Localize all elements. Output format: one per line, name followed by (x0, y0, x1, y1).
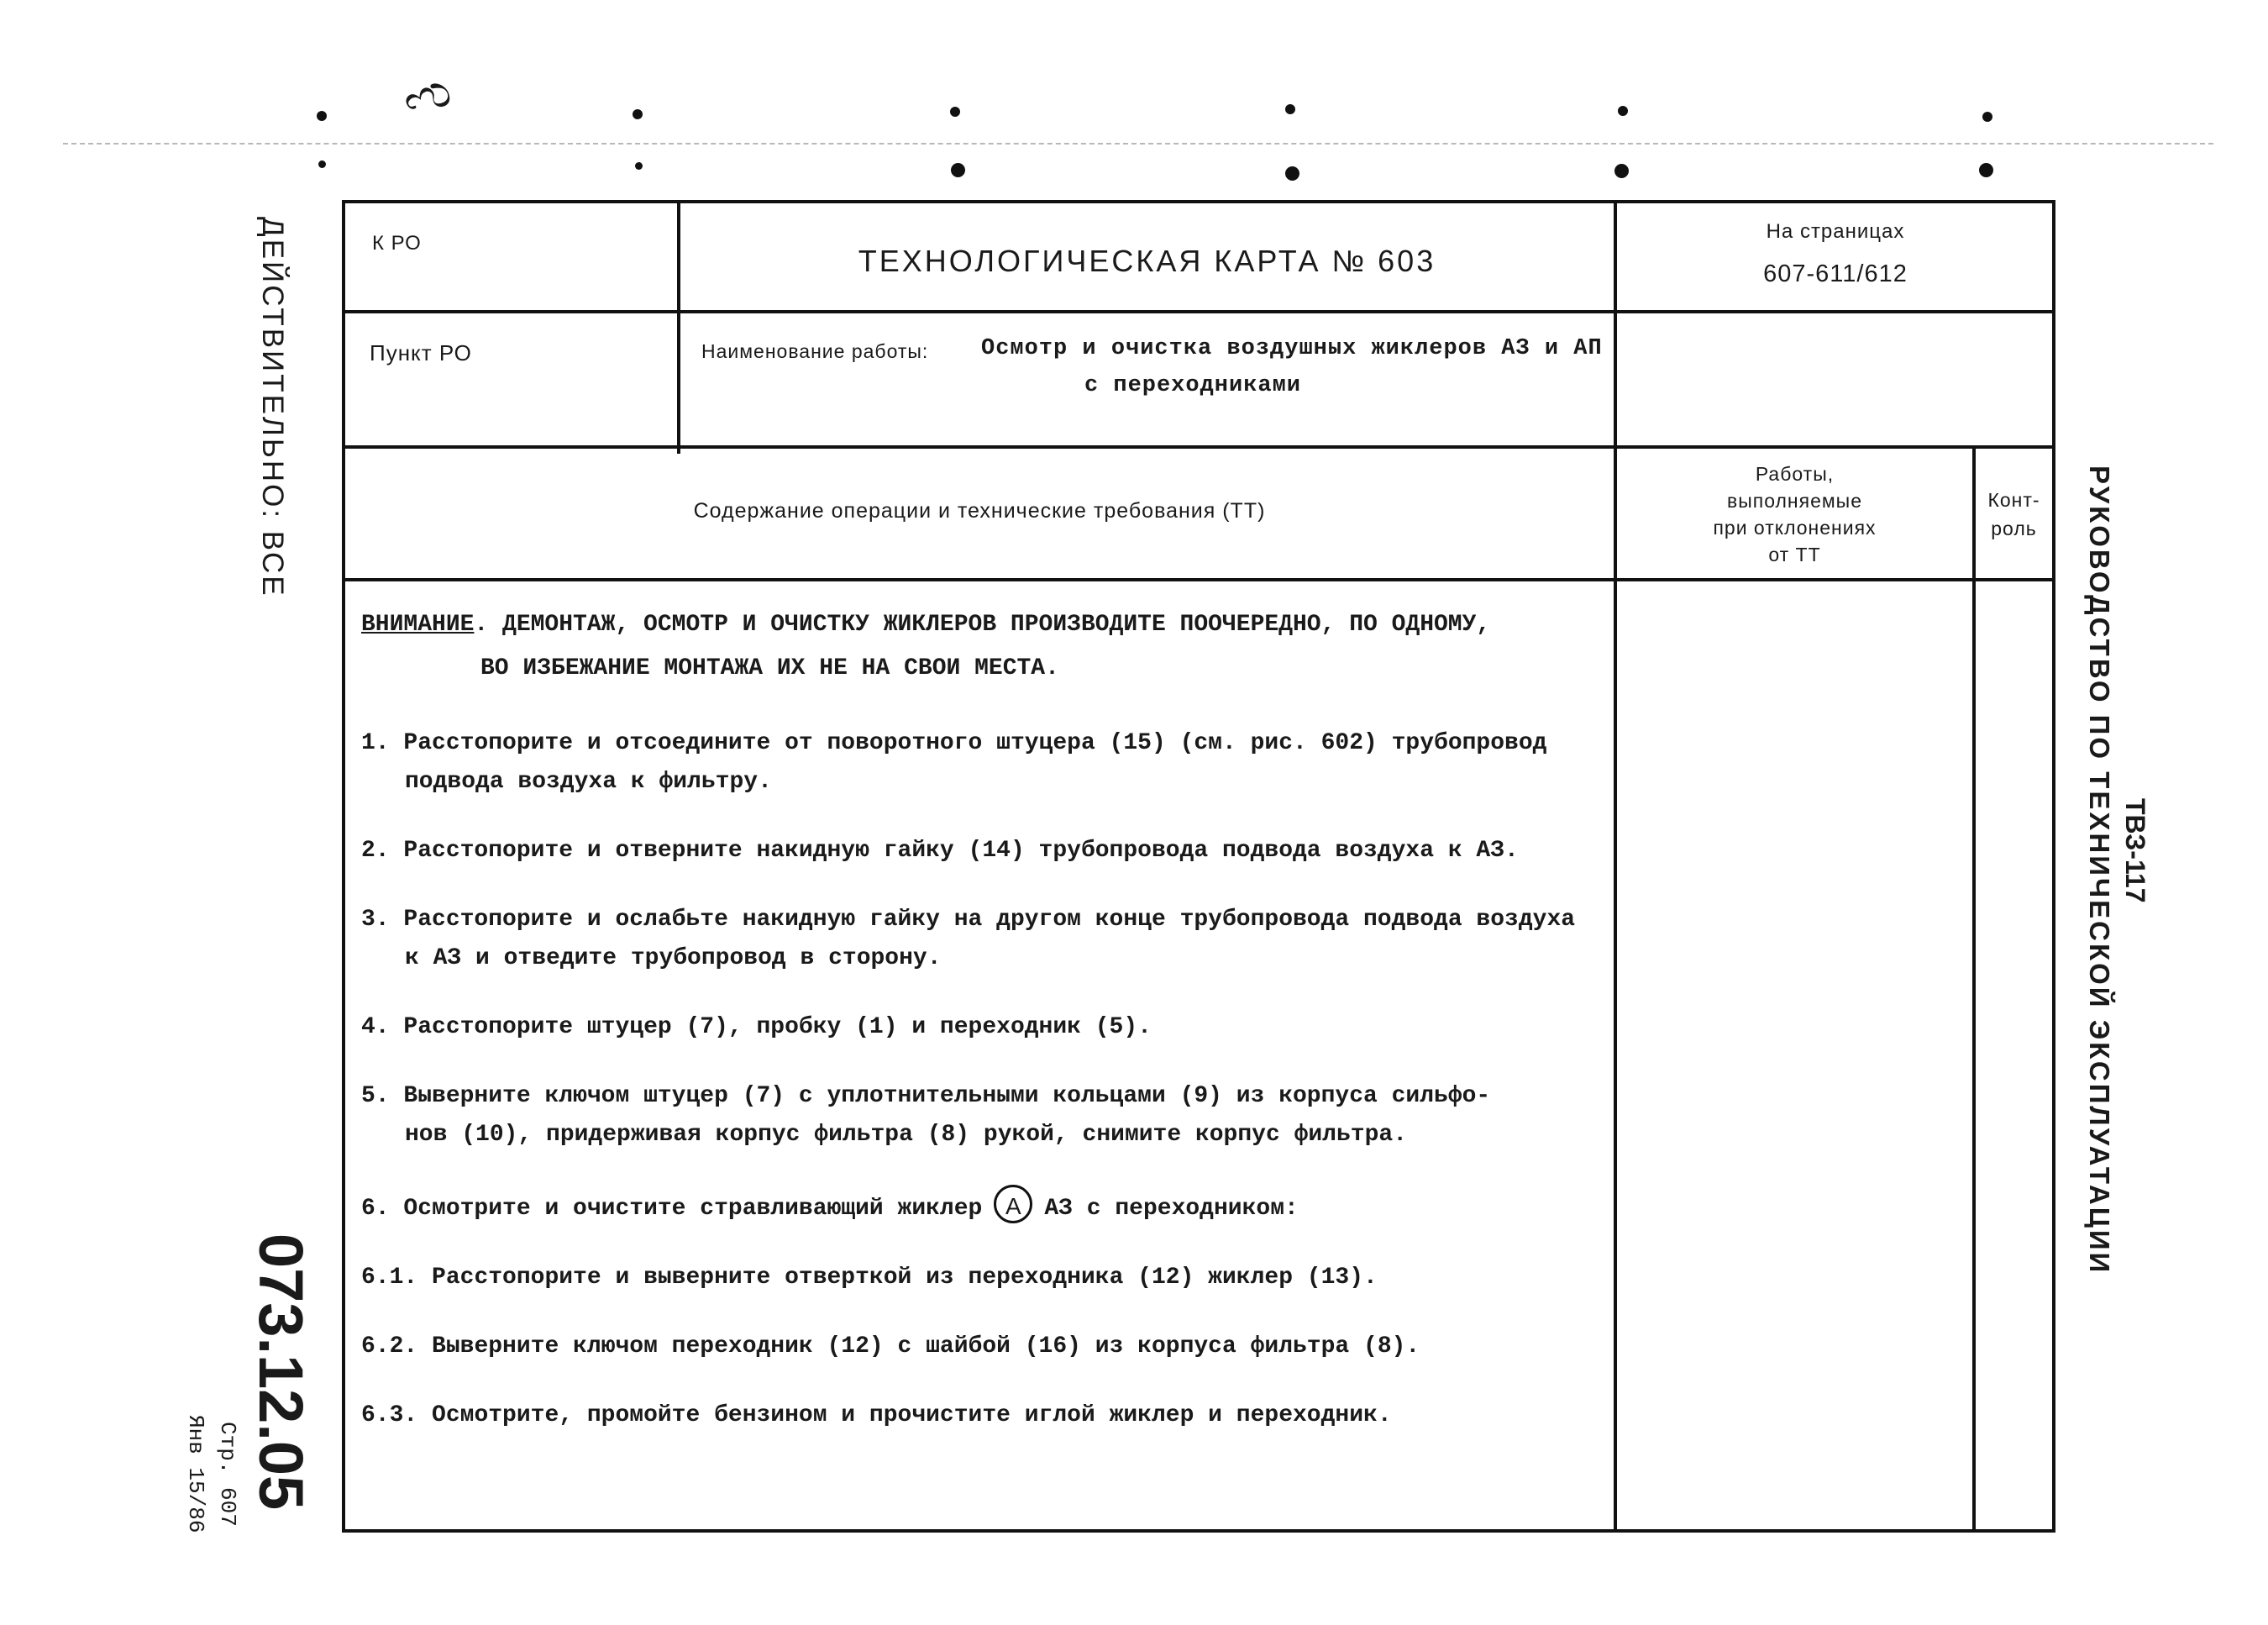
punch-hole (318, 160, 326, 168)
work-name-label: Наименование работы: (701, 340, 929, 362)
kro-label: К РО (372, 232, 422, 255)
warning-line1: . ДЕМОНТАЖ, ОСМОТР И ОЧИСТКУ ЖИКЛЕРОВ ПРОИЗВОДИТЕ ПООЧЕРЕДНО, ПО ОДНОМУ, (474, 612, 1491, 638)
grid-line (1614, 200, 1617, 1533)
operation-item: 4. Расстопорите штуцер (7), пробку (1) и переходник (5). (361, 1014, 1152, 1040)
deviations-header: Работы, выполняемые при отклонениях от ТТ (1713, 463, 1877, 565)
handwritten-mark: ಌ (393, 60, 460, 132)
engine-model: ТВЗ-117 (2120, 798, 2150, 903)
operation-item: 5. Выверните ключом штуцер (7) с уплотнительными кольцами (9) из корпуса сильфо- нов (10), придерживая корпус фильтра (8) рукой, снимите корпус фильтра. (361, 1083, 1491, 1148)
circled-reference: A (994, 1185, 1032, 1223)
manual-title: РУКОВОДСТВО ПО ТЕХНИЧЕСКОЙ ЭКСПЛУАТАЦИИ (2084, 465, 2115, 1275)
warning-line2: ВО ИЗБЕЖАНИЕ МОНТАЖА ИХ НЕ НА СВОИ МЕСТА. (480, 655, 1059, 681)
punch-hole (1618, 106, 1628, 116)
warning-note (361, 603, 1604, 691)
operation-item: 2. Расстопорите и отверните накидную гайку (14) трубопровода подвода воздуха к АЗ. (361, 838, 1519, 864)
punch-hole (1614, 164, 1629, 178)
card-title: ТЕХНОЛОГИЧЕСКАЯ КАРТА № 603 (858, 244, 1436, 278)
grid-line (677, 200, 680, 454)
punch-hole (1979, 163, 1993, 177)
punch-hole (633, 109, 643, 119)
warning-label: ВНИМАНИЕ (361, 612, 475, 638)
punch-hole (1982, 112, 1992, 122)
operations-list (361, 603, 1604, 1465)
work-name-line2: с переходниками (1084, 373, 1302, 398)
content-header: Содержание операции и технические требования (ТТ) (693, 499, 1266, 523)
punkt-label: Пункт РО (370, 340, 472, 365)
punch-hole (951, 163, 965, 177)
control-header: Конт- роль (1987, 489, 2040, 539)
pages-label: На страницах (1766, 220, 1905, 243)
punch-hole (1285, 104, 1295, 114)
punch-hole (950, 107, 960, 117)
page-number: Стр. 607 (215, 1422, 240, 1527)
scan-dashed-line (63, 143, 2213, 145)
doc-number: 073.12.05 (246, 1233, 316, 1511)
operation-item: 1. Расстопорите и отсоедините от поворотного штуцера (15) (см. рис. 602) трубопровод подвода воздуха к фильтру. (361, 730, 1547, 795)
punch-hole (317, 111, 327, 121)
punch-hole (1285, 166, 1299, 181)
work-name-line1: Осмотр и очистка воздушных жиклеров АЗ и АП (981, 336, 1603, 361)
punch-hole (635, 162, 643, 170)
grid-line (342, 578, 2055, 581)
operation-item: 3. Расстопорите и ослабьте накидную гайку на другом конце трубопровода подвода воздуха к АЗ и отведите трубопровод в сторону. (361, 907, 1576, 971)
grid-line (1972, 445, 1976, 1533)
revision-date: Янв 15/86 (183, 1415, 208, 1533)
grid-line (342, 445, 2055, 449)
pages-value: 607-611/612 (1763, 260, 1908, 287)
grid-line (342, 310, 2055, 313)
operation-item: 6. Осмотрите и очистите стравливающий жиклер A АЗ с переходником: (361, 1185, 1604, 1228)
operation-item: 6.1. Расстопорите и выверните отверткой из переходника (12) жиклер (13). (361, 1265, 1378, 1291)
validity-stamp: ДЕЙСТВИТЕЛЬНО: ВСЕ (256, 217, 289, 598)
operation-item: 6.2. Выверните ключом переходник (12) с шайбой (16) из корпуса фильтра (8). (361, 1333, 1420, 1359)
operation-item: 6.3. Осмотрите, промойте бензином и прочистите иглой жиклер и переходник. (361, 1402, 1392, 1428)
